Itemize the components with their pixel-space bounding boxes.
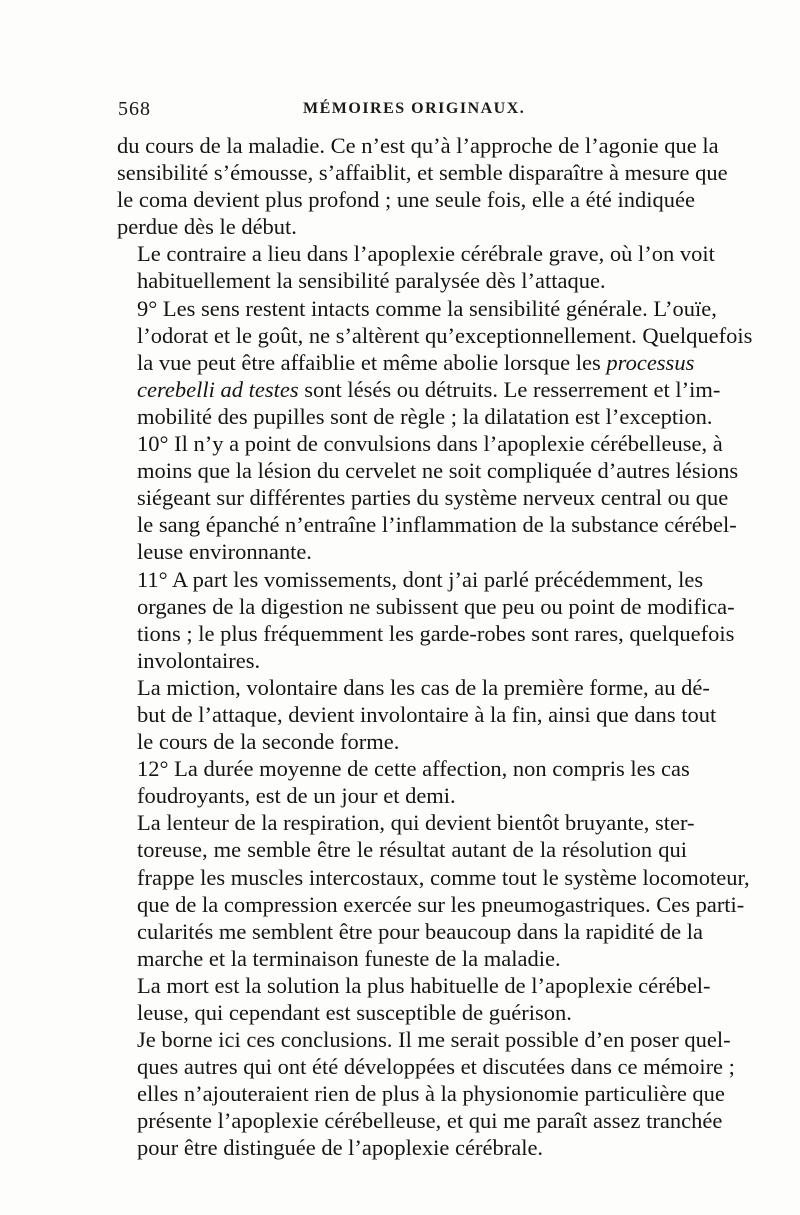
text-line: habituellement la sensibilité paralysée dès l’attaque.	[137, 268, 606, 294]
text-line: 12° La durée moyenne de cette affection, non compris les cas	[137, 756, 690, 782]
text-line: sensibilité s’émousse, s’affaiblit, et semble disparaître à mesure que	[117, 160, 728, 186]
text-line: présente l’apoplexie cérébelleuse, et qui me paraît assez tranchée	[137, 1108, 723, 1134]
text-line: Je borne ici ces conclusions. Il me serait possible d’en poser quel-	[137, 1027, 731, 1053]
text-line: ques autres qui ont été développées et discutées dans ce mémoire ;	[137, 1054, 735, 1080]
paragraph	[117, 755, 690, 809]
text-line: La miction, volontaire dans les cas de la première forme, au dé-	[137, 674, 710, 700]
text-line: mobilité des pupilles sont de règle ; la dilatation est l’exception.	[137, 403, 713, 429]
text-line: La mort est la solution la plus habituelle de l’apoplexie cérébel-	[137, 972, 711, 998]
text-line: la vue peut être affaiblie et même abolie lorsque les processus	[137, 349, 695, 375]
text-line: involontaires.	[137, 647, 261, 673]
paragraph	[117, 430, 739, 565]
text-line: pour être distinguée de l’apoplexie cérébrale.	[137, 1135, 544, 1161]
paragraph	[117, 674, 717, 755]
text-line: tions ; le plus fréquemment les garde-robes sont rares, quelquefois	[137, 620, 735, 646]
text-line: perdue dès le début.	[117, 214, 297, 240]
paragraph	[117, 972, 711, 1026]
text-line: le sang épanché n’entraîne l’inflammation de la substance cérébel-	[137, 512, 737, 538]
paragraph	[117, 240, 715, 294]
text-line: moins que la lésion du cervelet ne soit compliquée d’autres lésions	[137, 458, 739, 484]
text-line: leuse environnante.	[137, 539, 312, 565]
text-line: 11° A part les vomissements, dont j’ai parlé précédemment, les	[137, 566, 704, 592]
text-line: 9° Les sens restent intacts comme la sensibilité générale. L’ouïe,	[137, 295, 717, 321]
text-line: frappe les muscles intercostaux, comme tout le système locomoteur,	[137, 864, 750, 890]
text-line: 10° Il n’y a point de convulsions dans l’apoplexie cérébelleuse, à	[137, 431, 723, 457]
text-line: l’odorat et le goût, ne s’altèrent qu’exceptionnellement. Quelquefois	[137, 322, 753, 348]
paragraph	[117, 132, 728, 240]
page-header	[118, 98, 688, 124]
paragraph	[117, 295, 753, 430]
paragraph	[117, 566, 735, 674]
text-line: La lenteur de la respiration, qui devient bientôt bruyante, ster-	[137, 810, 695, 836]
text-line: du cours de la maladie. Ce n’est qu’à l’approche de l’agonie que la	[117, 133, 719, 158]
body-text	[117, 132, 753, 1162]
running-title: MÉMOIRES ORIGINAUX.	[303, 100, 526, 117]
text-line: siégeant sur différentes parties du système nerveux central ou que	[137, 485, 729, 511]
page-number: 568	[118, 98, 151, 120]
text-line: cerebelli ad testes sont lésés ou détruits. Le resserrement et l’im-	[137, 376, 721, 402]
text-line: organes de la digestion ne subissent que peu ou point de modifica-	[137, 593, 735, 619]
text-line: but de l’attaque, devient involontaire à la fin, ainsi que dans tout	[137, 701, 717, 727]
text-line: toreuse, me semble être le résultat autant de la résolution qui	[137, 837, 687, 863]
text-line: le cours de la seconde forme.	[137, 729, 400, 755]
text-line: foudroyants, est de un jour et demi.	[137, 783, 456, 809]
text-line: leuse, qui cependant est susceptible de guérison.	[137, 1000, 572, 1025]
text-line: marche et la terminaison funeste de la maladie.	[137, 945, 561, 971]
text-line: elles n’ajouteraient rien de plus à la physionomie particulière que	[137, 1081, 725, 1107]
text-line: Le contraire a lieu dans l’apoplexie cérébrale grave, où l’on voit	[137, 241, 715, 267]
paragraph	[117, 1026, 735, 1161]
text-line: cularités me semblent être pour beaucoup dans la rapidité de la	[137, 918, 704, 944]
paragraph	[117, 809, 750, 972]
text-line: que de la compression exercée sur les pneumogastriques. Ces parti-	[137, 891, 745, 917]
text-line: le coma devient plus profond ; une seule fois, elle a été indiquée	[117, 187, 695, 213]
